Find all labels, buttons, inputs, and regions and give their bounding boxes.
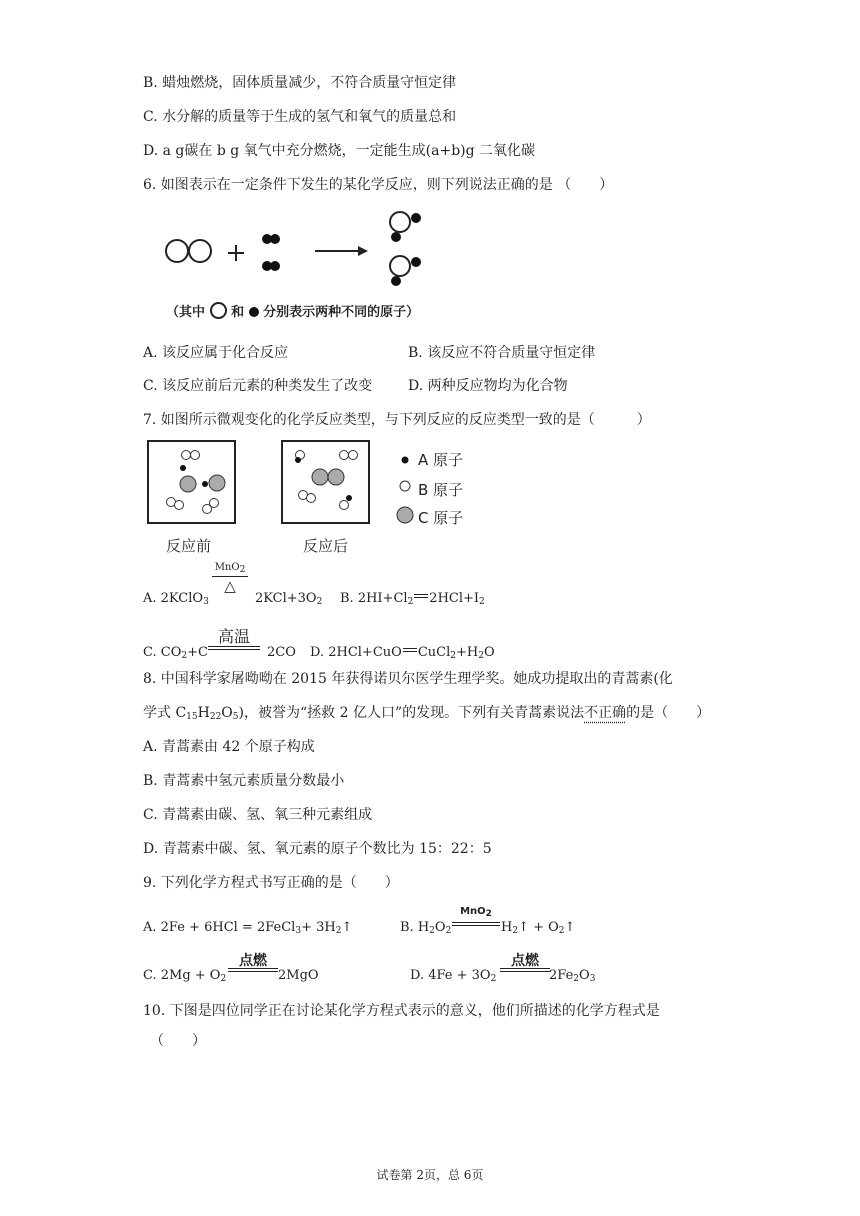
q8-stem-line2: 学式 $C_{15}H_{22}O_5$)，被誉为“拯救 2 亿人口”的发现。下列有关青蒿素说法不正确的是（ ）: [143, 705, 711, 722]
q6-legend-pre: （其中: [166, 305, 206, 320]
q8-option-a: A. 青蒿素由 42 个原子构成: [143, 739, 315, 755]
q7-option-b: B. $2HI+Cl_2$ $2HCl+I_2$: [340, 591, 485, 607]
q7-after-box: [281, 440, 370, 524]
q6-stem: 6. 如图表示在一定条件下发生的某化学反应，则下列说法正确的是 （ ）: [143, 177, 614, 193]
q6-legend-post: 分别表示两种不同的原子）: [263, 305, 420, 320]
q6-product-white: [390, 212, 410, 232]
q6-black-atom: [270, 234, 280, 244]
q7-option-a-right: $2KCl+3O_2$: [255, 591, 323, 607]
q6-legend: [166, 302, 419, 322]
q9-option-c-left: C. $2Mg + O_2$: [143, 968, 227, 984]
q6-product-white: [390, 256, 410, 276]
q6-product-black: [411, 257, 421, 267]
q7-after-caption: 反应后: [303, 537, 349, 555]
q6-legend-white-icon: [210, 302, 227, 319]
q8-option-d: D. 青蒿素中碳、氢、氧元素的原子个数比为 15：22：5: [143, 841, 492, 857]
q8-emphasis: 不正确: [584, 705, 627, 721]
q10-stem-line2: （ ）: [150, 1033, 206, 1049]
q7-legend-a: A 原子: [418, 451, 464, 469]
q6-product-black: [411, 213, 421, 223]
q6-white-atom: [189, 240, 211, 262]
q7-before-box: [147, 440, 236, 524]
q9-option-d-left: D. $4Fe + 3O_2$: [410, 968, 497, 984]
q9-option-a: A. 2Fe + 6HCl = 2FeCl$_3$+ $3H_2↑$: [143, 920, 353, 936]
q9-option-c-condition: 点燃: [239, 953, 267, 969]
q7-option-c-right: 2CO: [267, 645, 296, 660]
q7-legend-c: C 原子: [418, 509, 464, 527]
q6-option-c: C. 该反应前后元素的种类发生了改变: [143, 378, 373, 394]
q5-option-b: B. 蜡烛燃烧，固体质量减少，不符合质量守恒定律: [143, 75, 457, 91]
q6-product-black: [391, 276, 401, 286]
q7-option-a-heat: △: [224, 577, 236, 595]
q6-legend-black-icon: [249, 307, 259, 317]
q9-option-d-condition: 点燃: [511, 953, 539, 969]
q9-option-c-right: 2MgO: [278, 968, 319, 983]
q8-option-c: C. 青蒿素由碳、氢、氧三种元素组成: [143, 807, 373, 823]
q8-option-b: B. 青蒿素中氢元素质量分数最小: [143, 773, 345, 789]
q9-option-b-left: B. $H_2O_2$: [400, 920, 452, 936]
q9-stem: 9. 下列化学方程式书写正确的是（ ）: [143, 875, 399, 891]
q9-option-b-right: $H_2↑$ + $O_2↑$: [501, 920, 576, 936]
q9-option-d-bar: [500, 968, 550, 972]
q9-option-c-bar: [228, 968, 278, 972]
q7-option-d: D. 2HCl+CuO $CuCl_2+H_2O$: [310, 645, 495, 661]
q9-option-d-right: $2Fe_2O_3$: [549, 968, 596, 984]
q6-option-b: B. 该反应不符合质量守恒定律: [408, 345, 596, 361]
q6-option-d: D. 两种反应物均为化合物: [408, 378, 568, 394]
q8-stem-line1: 8. 中国科学家屠呦呦在 2015 年获得诺贝尔医学生理学奖。她成功提取出的青蒿素(化: [143, 671, 673, 687]
page-footer: 试卷第 2页，总 6页: [376, 1168, 484, 1182]
q7-stem: 7. 如图所示微观变化的化学反应类型，与下列反应的反应类型一致的是（ ）: [143, 412, 651, 428]
q5-option-d: D. a g碳在 b g 氧气中充分燃烧，一定能生成(a+b)g 二氧化碳: [143, 143, 536, 159]
q6-legend-mid: 和: [231, 305, 245, 320]
q7-after-diagram: [283, 442, 368, 522]
q5-option-c: C. 水分解的质量等于生成的氢气和氧气的质量总和: [143, 109, 457, 125]
q7-option-c-condition: 高温: [217, 627, 250, 646]
q7-option-c-left: C. $CO_2+C$: [143, 645, 208, 661]
q7-legend-c-icon: [397, 507, 413, 523]
q7-legend-b-icon: [400, 481, 410, 491]
q6-arrowhead: [358, 246, 368, 256]
q6-option-a: A. 该反应属于化合反应: [143, 345, 289, 361]
q7-before-caption: 反应前: [166, 537, 212, 555]
q10-stem-line1: 10. 下图是四位同学正在讨论某化学方程式表示的意义，他们所描述的化学方程式是: [143, 1003, 660, 1019]
q7-before-diagram: [149, 442, 234, 522]
q9-option-b-catalyst: MnO$_2$: [460, 906, 492, 919]
q6-white-atom: [166, 240, 188, 262]
q7-option-a-left: A. 2KClO$_3$: [143, 591, 209, 607]
q7-legend-b: B 原子: [418, 481, 464, 499]
q7-legend-a-icon: [402, 457, 409, 464]
q6-product-black: [391, 232, 401, 242]
q7-option-c-bar: [208, 646, 260, 650]
q7-option-a-catalyst: MnO$_2$: [214, 562, 246, 575]
q6-black-atom: [270, 261, 280, 271]
q9-option-b-bar: [452, 922, 500, 926]
